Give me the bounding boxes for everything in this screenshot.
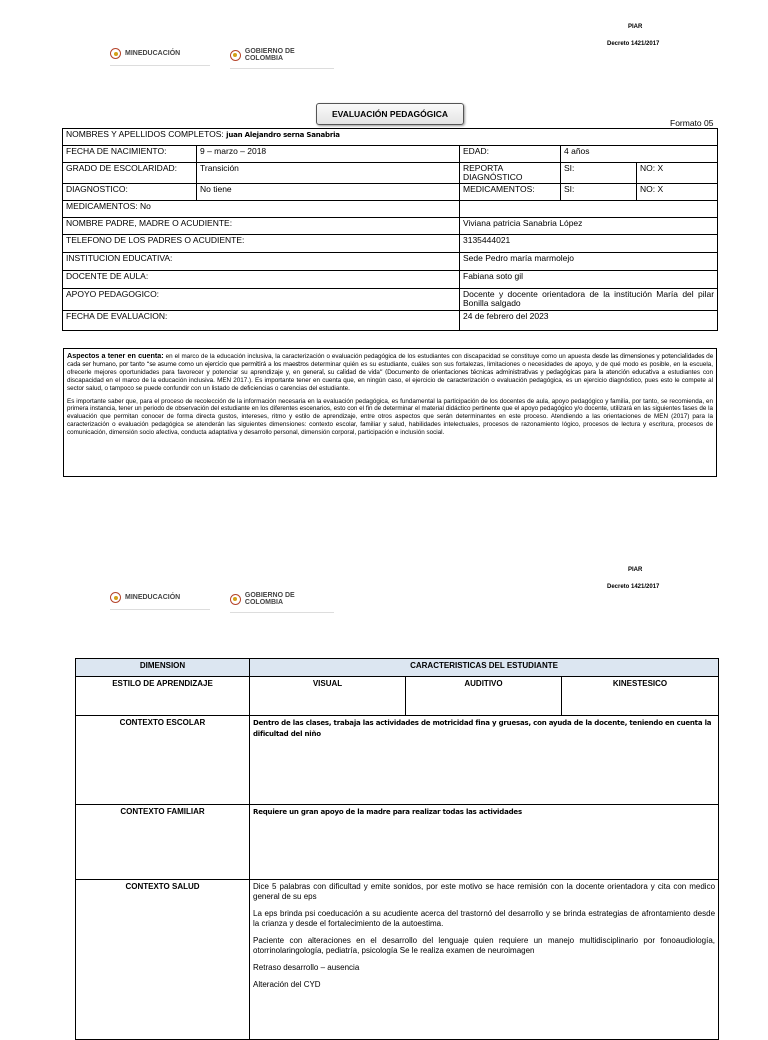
aspectos-box (63, 348, 717, 477)
seal-icon (110, 48, 121, 59)
diagnostico-value: No tiene (197, 184, 460, 201)
fecha-evaluacion-label: FECHA DE EVALUACION: (63, 311, 460, 331)
docente-value: Fabiana soto gil (460, 271, 718, 289)
salud-paragraph: Paciente con alteraciones en el desarrollo del lenguaje quien requiere un manejo multidisciplinario por fonoaudiología, otorrinolaringología, pediatría, psicología Se le realiza examen de neuroimagen (253, 936, 716, 955)
institucion-value: Sede Pedro maría marmolejo (460, 253, 718, 271)
mineducacion-logo (110, 48, 210, 66)
caracteristicas-header: CARACTERISTICAS DEL ESTUDIANTE (250, 659, 719, 677)
salud-paragraph: Retraso desarrollo – ausencia (253, 963, 360, 972)
institucion-label: INSTITUCION EDUCATIVA: (63, 253, 460, 271)
contexto-salud-label: CONTEXTO SALUD (76, 880, 250, 1040)
contexto-escolar-text: Dentro de las clases, trabaja las actividades de motricidad fina y gruesas, con ayuda de la docente, teniendo en cuenta la dificultad del niño (250, 716, 719, 805)
aspectos-paragraph-1: Aspectos a tener en cuenta: en el marco de la educación inclusiva, la caracterización o evaluación pedagógica de los estudiantes con discapacidad se constituye como un apuesta desde las dimensiones y potencialidades de cada ser humano, por tanto “se asume como un ejercicio que permitirá a los maestros determinar quién es su estudiante, cuáles son sus fortalezas, limitaciones o necesidades de apoyo, y de qué modo es posible, en la escuela, ofrecerle mejores oportunidades para favorecer y potenciar su aprendizaje y, en general, su calidad de vida” (Documento de orientaciones técnicas administrativas y pedagógicas para la atención educativa a estudiantes con discapacidad en el marco de la educación inclusiva. MEN 2017.). Es importante tener en cuenta que, en ningún caso, el ejercicio de caracterización o evaluación pedagógica, es un ejercicio diagnóstico, pues esto le compete al sector salud, o tampoco se puede confundir con un listado de deficiencias o carencias del estudiante. (67, 351, 713, 392)
diagnostico-label: DIAGNOSTICO: (63, 184, 197, 201)
seal-icon (230, 594, 241, 605)
gobierno-logo (230, 48, 334, 69)
dimension-table (75, 658, 719, 1040)
apoyo-label: APOYO PEDAGOGICO: (63, 289, 460, 311)
salud-paragraph: La eps brinda psi coeducación a su acudiente acerca del trastornó del desarrollo y se brinda estrategias de afrontamiento desde la crianza y desde el fortalecimiento de la autoestima. (253, 909, 716, 928)
gobierno-logo-text: GOBIERNO DE COLOMBIA (244, 48, 295, 62)
medicamentos-label: MEDICAMENTOS: (460, 184, 561, 201)
decreto-label: Decreto 1421/2017 (607, 41, 660, 47)
reporta-no: NO: X (637, 163, 718, 184)
contexto-familiar-label: CONTEXTO FAMILIAR (76, 805, 250, 880)
padre-label: NOMBRE PADRE, MADRE O ACUDIENTE: (63, 218, 460, 235)
aspectos-paragraph-2: Es importante saber que, para el proceso de recolección de la información necesaria en la evaluación pedagógica, es fundamental la participación de los docentes de aula, apoyo pedagógico y familia, por tanto, se recomienda, en primera instancia, tener un periodo de observación del estudiante en los diferentes escenarios, esto con el fin de determinar el material didáctico pertinente que el apoyo pedagógico y/o docente, utilizará en las siguientes fases de la evaluación que permitan conocer de forma directa gustos, intereses, ritmo y estilo de aprendizaje, entre otros aspectos que serán determinantes en este proceso. Atendiendo a las orientaciones de MEN (2017) para la caracterización o evaluación pedagógica se atenderán las siguientes dimensiones: contexto escolar, familiar y salud, habilidades intelectuales, procesos de razonamiento lógico, procesos de lectura y escritura, procesos de comunicación, dimensión socio afectiva, conducta adaptativa y desarrollo personal, dimensión corporal, participación e inclusión social. (67, 397, 713, 437)
grado-value: Transición (197, 163, 460, 184)
contexto-salud-text (250, 880, 719, 1040)
kinestesico-label: KINESTESICO (562, 677, 719, 716)
mineducacion-logo-2 (110, 592, 210, 610)
nombres-value: juan Alejandro serna Sanabria (226, 131, 340, 139)
page-title: EVALUACIÓN PEDAGÓGICA (316, 103, 464, 125)
grado-label: GRADO DE ESCOLARIDAD: (63, 163, 197, 184)
telefono-value: 3135444021 (460, 235, 718, 253)
mineducacion-logo-text: MINEDUCACIÓN (125, 50, 181, 57)
nacimiento-label: FECHA DE NACIMIENTO: (63, 146, 197, 163)
docente-label: DOCENTE DE AULA: (63, 271, 460, 289)
fecha-evaluacion-value: 24 de febrero del 2023 (460, 311, 718, 331)
nombres-row: NOMBRES Y APELLIDOS COMPLETOS: juan Alejandro serna Sanabria (63, 129, 718, 146)
salud-paragraph: Dice 5 palabras con dificultad y emite sonidos, por este motivo se hace remisión con la docente orientadora y cita con medico general de su eps (253, 882, 716, 901)
seal-icon (230, 50, 241, 61)
reporta-si: SI: (561, 163, 637, 184)
estilo-aprendizaje-label: ESTILO DE APRENDIZAJE (76, 677, 250, 716)
gobierno-logo-text-2: GOBIERNO DE COLOMBIA (244, 592, 295, 606)
seal-icon (110, 592, 121, 603)
auditivo-label: AUDITIVO (406, 677, 562, 716)
student-info-table (62, 128, 718, 331)
edad-label: EDAD: (460, 146, 561, 163)
contexto-familiar-text: Requiere un gran apoyo de la madre para realizar todas las actividades (250, 805, 719, 880)
edad-value: 4 años (561, 146, 718, 163)
reporta-label: REPORTA DIAGNÓSTICO (460, 163, 561, 184)
piar-label: PIAR (628, 24, 643, 30)
decreto-label-2: Decreto 1421/2017 (607, 584, 660, 590)
visual-label: VISUAL (250, 677, 406, 716)
piar-label-2: PIAR (628, 567, 643, 573)
formato-label: Formato 05 (670, 118, 714, 128)
medicamentos-no: NO: X (637, 184, 718, 201)
medicamentos-si: SI: (561, 184, 637, 201)
salud-paragraph: Alteración del CYD (253, 980, 321, 989)
aspectos-lead: Aspectos a tener en cuenta: (67, 351, 164, 360)
nacimiento-value: 9 – marzo – 2018 (197, 146, 460, 163)
gobierno-logo-2 (230, 592, 334, 613)
mineducacion-logo-text-2: MINEDUCACIÓN (125, 594, 181, 601)
apoyo-value: Docente y docente orientadora de la institución María del pilar Bonilla salgado (460, 289, 718, 311)
dimension-header: DIMENSION (76, 659, 250, 677)
padre-value: Viviana patricia Sanabria López (460, 218, 718, 235)
contexto-escolar-label: CONTEXTO ESCOLAR (76, 716, 250, 805)
telefono-label: TELEFONO DE LOS PADRES O ACUDIENTE: (63, 235, 460, 253)
medicamentos-value: MEDICAMENTOS: No (63, 201, 460, 218)
